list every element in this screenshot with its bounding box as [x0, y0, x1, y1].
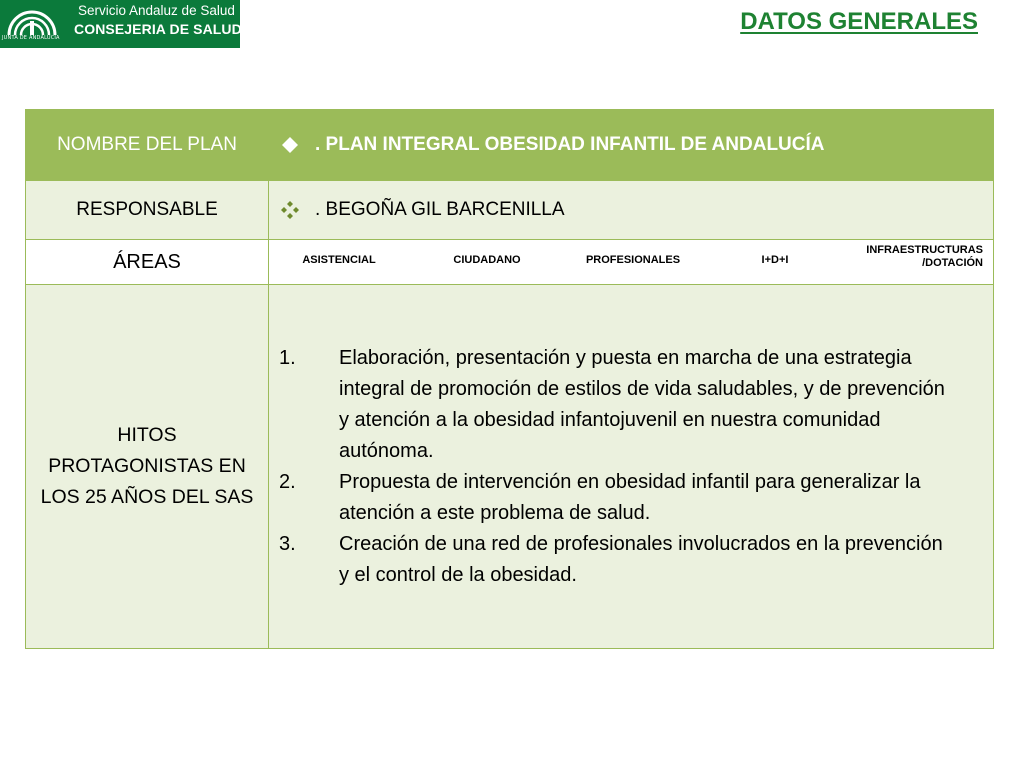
hitos-label: HITOS PROTAGONISTAS EN LOS 25 AÑOS DEL SAS — [26, 285, 269, 649]
list-item-text: Propuesta de intervención en obesidad infantil para generalizar la atención a este problema de salud. — [339, 470, 921, 524]
responsable-cell — [269, 181, 994, 240]
areas-label: ÁREAS — [26, 240, 269, 285]
list-item — [279, 529, 953, 591]
hitos-list — [279, 343, 953, 591]
table-row-areas — [26, 240, 994, 285]
hitos-cell — [269, 285, 994, 649]
responsable-label: RESPONSABLE — [26, 181, 269, 240]
logo-service-name: Servicio Andaluz de Salud — [78, 3, 235, 18]
list-item-number: 2. — [279, 470, 296, 493]
table-row-hitos — [26, 285, 994, 649]
list-item — [279, 467, 953, 529]
responsable-value: . BEGOÑA GIL BARCENILLA — [315, 199, 565, 220]
list-item-text: Creación de una red de profesionales involucrados en la prevención y el control de la obesidad. — [339, 532, 943, 586]
area-infraestructuras: INFRAESTRUCTURAS /DOTACIÓN — [866, 244, 983, 269]
plan-name-cell — [269, 110, 994, 181]
logo-ministry-name: CONSEJERIA DE SALUD — [74, 21, 242, 37]
logo-junta-text: JUNTA DE ANDALUCIA — [2, 35, 60, 41]
areas-cell — [269, 240, 994, 285]
area-idi: I+D+I — [761, 254, 789, 266]
list-item-number: 3. — [279, 532, 296, 555]
list-item-number: 1. — [279, 346, 296, 369]
four-diamond-bullet-icon — [281, 201, 315, 219]
page-title: DATOS GENERALES — [740, 8, 978, 35]
table-row-responsable — [26, 181, 994, 240]
plan-name-label: NOMBRE DEL PLAN — [26, 110, 269, 181]
area-asistencial: ASISTENCIAL — [302, 254, 376, 266]
table-row-plan-name — [26, 110, 994, 181]
logo — [0, 0, 240, 48]
list-item — [279, 343, 953, 467]
area-profesionales: PROFESIONALES — [585, 254, 681, 266]
diamond-bullet-icon — [281, 136, 315, 154]
plan-table — [25, 109, 994, 649]
area-ciudadano: CIUDADANO — [453, 254, 521, 266]
list-item-text: Elaboración, presentación y puesta en marcha de una estrategia integral de promoción de estilos de vida saludables, y de prevención y atención a la obesidad infantojuvenil en nuestra comunidad autónoma. — [339, 346, 945, 462]
plan-name-value: . PLAN INTEGRAL OBESIDAD INFANTIL DE ANDALUCÍA — [315, 134, 825, 155]
